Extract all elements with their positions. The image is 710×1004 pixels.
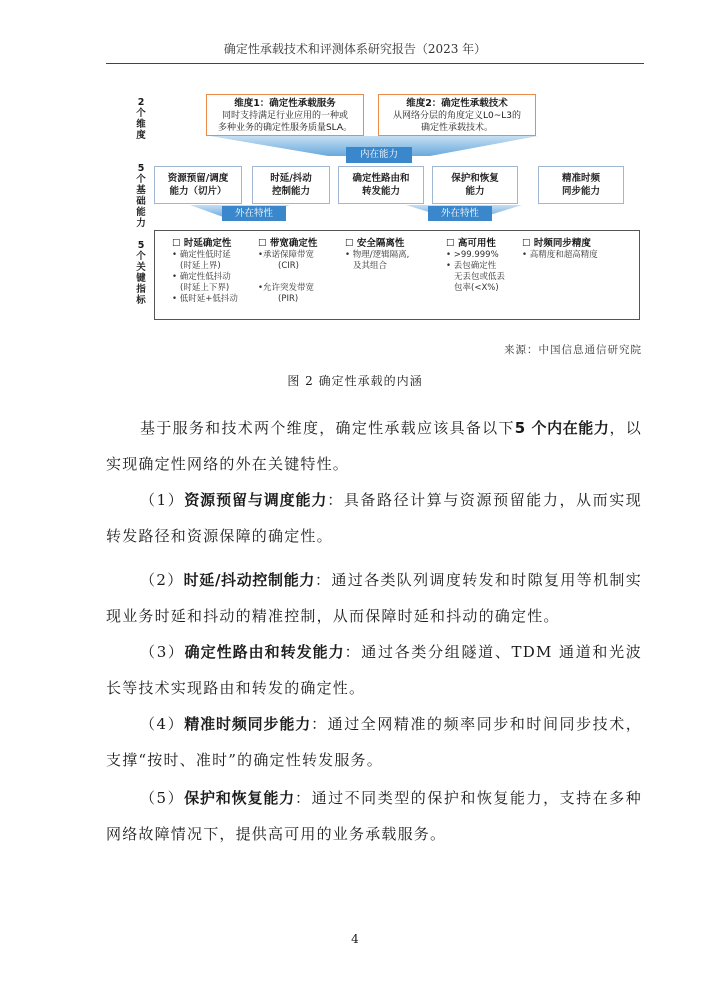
metric-spacer xyxy=(258,272,317,283)
metric-item: • 低时延+低抖动 xyxy=(172,294,238,304)
capability-line: 同步能力 xyxy=(561,186,600,197)
figure-source: 来源：中国信息通信研究院 xyxy=(504,344,642,356)
dimension-box-technology xyxy=(378,94,536,136)
paragraph-item-4 xyxy=(106,706,642,778)
metric-item: (PIR) xyxy=(278,294,299,304)
dimension-desc: 同时支持满足行业应用的一种或 xyxy=(221,111,348,121)
text: ：通过全网精准的频率同步和时间同步技术，支撑“按时、准时”的确定性转发服务。 xyxy=(106,715,642,769)
metric-item: • 物理/逻辑隔离, xyxy=(345,250,410,260)
metric-latency xyxy=(172,238,238,305)
inner-capability-label: 内在能力 xyxy=(346,147,412,163)
bold-text: 确定性路由和转发能力 xyxy=(184,643,345,661)
dimension-box-service xyxy=(206,94,364,136)
bold-text: 精准时频同步能力 xyxy=(184,715,312,733)
metric-item: (时延上下界) xyxy=(180,283,230,293)
metric-item: • 确定性低时延 xyxy=(172,250,231,260)
running-header: 确定性承载技术和评测体系研究报告（2023 年） xyxy=(223,42,487,56)
capability-line: 保护和恢复 xyxy=(451,173,499,184)
capability-line: 时延/抖动 xyxy=(270,173,312,184)
text: ：通过不同类型的保护和恢复能力，支持在多种网络故障情况下，提供高可用的业务承载服务。 xyxy=(106,789,642,843)
metric-title: ☐ 高可用性 xyxy=(446,238,496,249)
capability-line: 控制能力 xyxy=(271,186,310,197)
metric-item: •承诺保障带宽 xyxy=(258,250,315,260)
paragraph-item-3 xyxy=(106,634,642,706)
metric-item: (时延上界) xyxy=(180,261,221,271)
row-label-metrics: 5 个 关 键 指 标 xyxy=(136,240,146,306)
capability-box xyxy=(154,166,242,204)
item-number: （5） xyxy=(140,789,185,807)
paragraph-item-2 xyxy=(106,562,642,634)
text: 基于服务和技术两个维度，确定性承载应该具备以下 xyxy=(140,419,515,437)
text: ，以实现确定性网络的外在关键特性。 xyxy=(106,419,642,473)
outer-feature-label: 外在特性 xyxy=(222,206,286,221)
bold-text: 资源预留与调度能力 xyxy=(184,491,328,509)
item-number: （3） xyxy=(140,643,185,661)
metric-item: (CIR) xyxy=(278,261,299,271)
metric-item: •允许突发带宽 xyxy=(258,283,315,293)
paragraph-intro xyxy=(106,410,642,482)
capability-line: 确定性路由和 xyxy=(352,173,410,184)
metric-item: • 确定性低抖动 xyxy=(172,272,231,282)
metric-title: ☐ 时延确定性 xyxy=(172,238,232,249)
bold-text: 时延/抖动控制能力 xyxy=(183,571,316,589)
row-label-capabilities: 5 个 基 础 能 力 xyxy=(136,163,146,229)
dimension-desc: 多种业务的确定性服务质量SLA。 xyxy=(217,123,353,133)
metric-item: • 高精度和超高精度 xyxy=(522,250,598,260)
row-label-dimensions: 2 个 维 度 xyxy=(136,97,146,141)
figure-diagram xyxy=(0,0,710,388)
item-number: （1） xyxy=(140,491,185,509)
metric-title: ☐ 带宽确定性 xyxy=(258,238,318,249)
bold-text: 5 个内在能力 xyxy=(514,419,610,437)
paragraph-item-5 xyxy=(106,780,642,852)
paragraph-item-1 xyxy=(106,482,642,554)
metric-isolation xyxy=(345,238,409,272)
dimension-desc: 从网络分层的角度定义L0~L3的 xyxy=(392,111,522,121)
dimension-title: 维度1：确定性承载服务 xyxy=(234,98,336,109)
item-number: （4） xyxy=(140,715,185,733)
metric-item: 包率(<X%) xyxy=(454,283,499,293)
outer-feature-label: 外在特性 xyxy=(428,206,492,221)
metric-item: 无丢包或低丢 xyxy=(454,272,506,282)
metric-title: ☐ 时频同步精度 xyxy=(522,238,591,249)
metric-item: • >99.999% xyxy=(446,250,499,260)
capability-line: 能力（切片） xyxy=(169,186,227,197)
capability-box xyxy=(252,166,330,204)
capability-line: 能力 xyxy=(465,186,485,197)
page-number: 4 xyxy=(351,932,359,946)
figure-caption: 图 2 确定性承载的内涵 xyxy=(287,374,423,388)
capability-line: 精准时频 xyxy=(561,173,600,184)
capability-box xyxy=(432,166,518,204)
text: ：通过各类队列调度转发和时隙复用等机制实现业务时延和抖动的精准控制，从而保障时延和抖动的确定性。 xyxy=(106,571,642,625)
text: ：通过各类分组隧道、TDM 通道和光波长等技术实现路由和转发的确定性。 xyxy=(106,643,642,697)
dimension-desc: 确定性承载技术。 xyxy=(420,123,493,133)
dimension-title: 维度2：确定性承载技术 xyxy=(406,98,508,109)
metric-item: 及其组合 xyxy=(353,261,388,271)
metric-bandwidth xyxy=(258,238,317,305)
metric-title: ☐ 安全隔离性 xyxy=(345,238,405,249)
capability-box xyxy=(538,166,624,204)
metric-sync xyxy=(522,238,598,261)
item-number: （2） xyxy=(140,571,184,589)
metric-item: • 丢包确定性 xyxy=(446,261,497,271)
bold-text: 保护和恢复能力 xyxy=(184,789,296,807)
capability-line: 资源预留/调度 xyxy=(167,173,229,184)
capability-box xyxy=(338,166,424,204)
capability-line: 转发能力 xyxy=(361,186,400,197)
text: ：具备路径计算与资源预留能力，从而实现转发路径和资源保障的确定性。 xyxy=(106,491,642,545)
metric-availability xyxy=(446,238,505,294)
